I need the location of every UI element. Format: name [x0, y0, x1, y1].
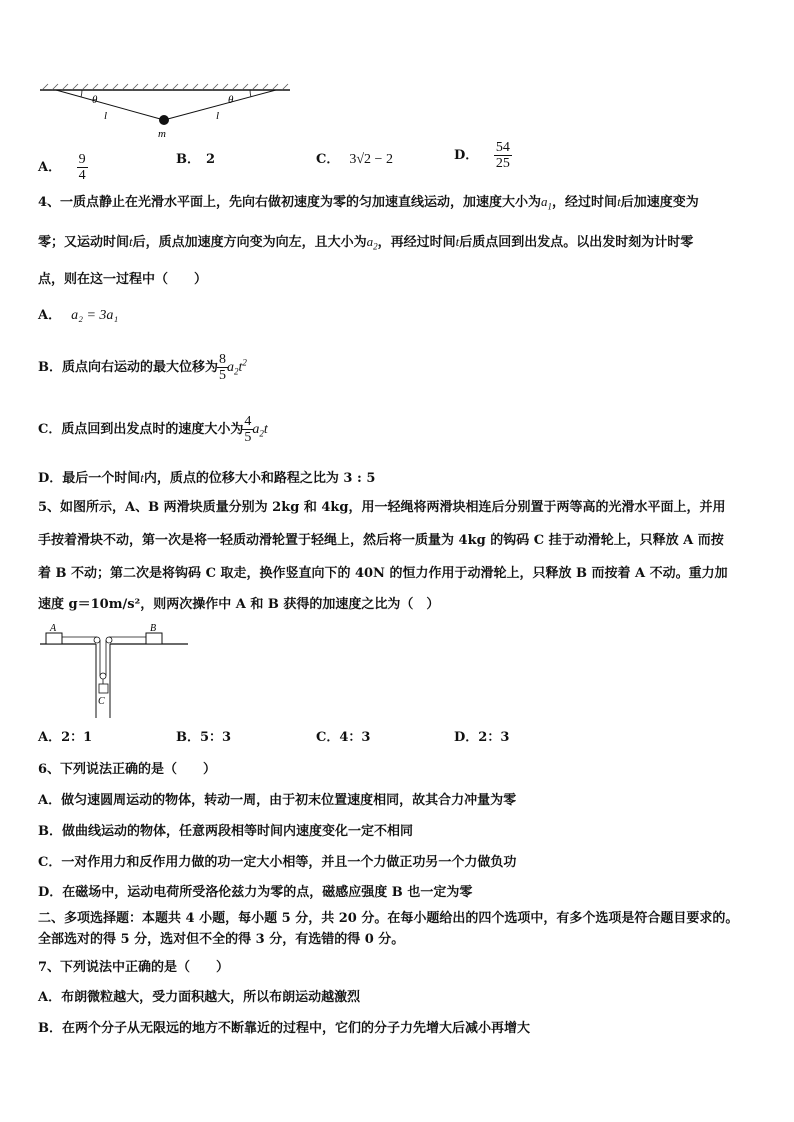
theta-left-label: θ	[92, 94, 98, 106]
theta-right-label: θ	[228, 94, 234, 106]
hook-weight-c	[99, 684, 108, 693]
q4-option-c: C．质点回到出发点时的速度大小为 $\frac{4}{5}$ $a_2t$	[38, 414, 268, 445]
q6-option-c: C．一对作用力和反作用力做的功一定大小相等，并且一个力做正功另一个力做负功	[38, 855, 517, 870]
left-string	[56, 90, 164, 120]
q3-option-a: A． $\frac{9}{4}$	[38, 152, 86, 183]
right-string	[164, 90, 276, 120]
q5-stem-line4: 速度 g＝10m/s²，则两次操作中 A 和 B 获得的加速度之比为（ ）	[38, 597, 440, 612]
q6-stem: 6、下列说法正确的是（ ）	[38, 762, 217, 777]
q5-option-d: D．2：3	[454, 730, 510, 745]
q4-stem-line1: 4、一质点静止在光滑水平面上，先向右做初速度为零的匀加速直线运动，加速度大小为$a_1$，经过时间t后加速度变为	[38, 194, 699, 212]
l-right-label: l	[216, 110, 220, 122]
q4-stem-line3: 点，则在这一过程中（ ）	[38, 272, 208, 287]
l-left-label: l	[104, 110, 108, 122]
q3-option-b: B． 2	[176, 152, 216, 167]
q5-stem-line3: 着 B 不动；第二次是将钩码 C 取走，换作竖直向下的 40N 的恒力作用于动滑轮上，只释放 B 而按着 A 不动。重力加	[38, 566, 728, 581]
movable-pulley	[100, 673, 106, 679]
mass-ball	[159, 115, 169, 125]
q5-figure	[38, 620, 190, 720]
q6-option-b: B．做曲线运动的物体，任意两段相等时间内速度变化一定不相同	[38, 824, 413, 839]
label-a: A	[50, 623, 57, 634]
label-b: B	[150, 623, 157, 634]
section2-heading-line1: 二、多项选择题：本题共 4 小题，每小题 5 分，共 20 分。在每小题给出的四个选项中，有多个选项是符合题目要求的。	[38, 911, 739, 926]
q7-option-a: A．布朗微粒越大，受力面积越大，所以布朗运动越激烈	[38, 990, 361, 1005]
q4-option-b: B．质点向右运动的最大位移为 $\frac{8}{5}$ $a_2t^2$	[38, 352, 247, 383]
label-c: C	[98, 696, 105, 707]
q7-stem: 7、下列说法中正确的是（ ）	[38, 960, 230, 975]
q3-option-c: C． 3√2 − 2	[316, 152, 393, 167]
q3-option-d: D． $\frac{54}{25}$	[454, 140, 510, 171]
block-a	[46, 633, 62, 644]
m-label: m	[158, 128, 166, 140]
q4-option-a: A． a₂ = 3a₁	[38, 308, 119, 323]
block-b	[146, 633, 162, 644]
q4-option-d: D．最后一个时间t内，质点的位移大小和路程之比为 3 : 5	[38, 470, 376, 486]
section2-heading-line2: 全部选对的得 5 分，选对但不全的得 3 分，有选错的得 0 分。	[38, 932, 405, 947]
q3-figure	[38, 82, 294, 140]
q5-option-a: A．2：1	[38, 730, 93, 745]
q5-stem-line1: 5、如图所示，A、B 两滑块质量分别为 2kg 和 4kg，用一轻绳将两滑块相连后分别置于两等高的光滑水平面上，并用	[38, 500, 726, 515]
q7-option-b: B．在两个分子从无限远的地方不断靠近的过程中，它们的分子力先增大后减小再增大	[38, 1021, 530, 1036]
q6-option-d: D．在磁场中，运动电荷所受洛伦兹力为零的点，磁感应强度 B 也一定为零	[38, 885, 473, 900]
q5-option-c: C．4：3	[316, 730, 371, 745]
q5-stem-line2: 手按着滑块不动，第一次是将一轻质动滑轮置于轻绳上，然后将一质量为 4kg 的钩码 C 挂于动滑轮上，只释放 A 而按	[38, 533, 724, 548]
q4-stem-line2: 零；又运动时间t后，质点加速度方向变为向左，且大小为$a_2$，再经过时间t后质点回到出发点。以出发时刻为计时零	[38, 234, 694, 252]
q5-option-b: B．5：3	[176, 730, 232, 745]
q6-option-a: A．做匀速圆周运动的物体，转动一周，由于初末位置速度相同，故其合力冲量为零	[38, 793, 517, 808]
